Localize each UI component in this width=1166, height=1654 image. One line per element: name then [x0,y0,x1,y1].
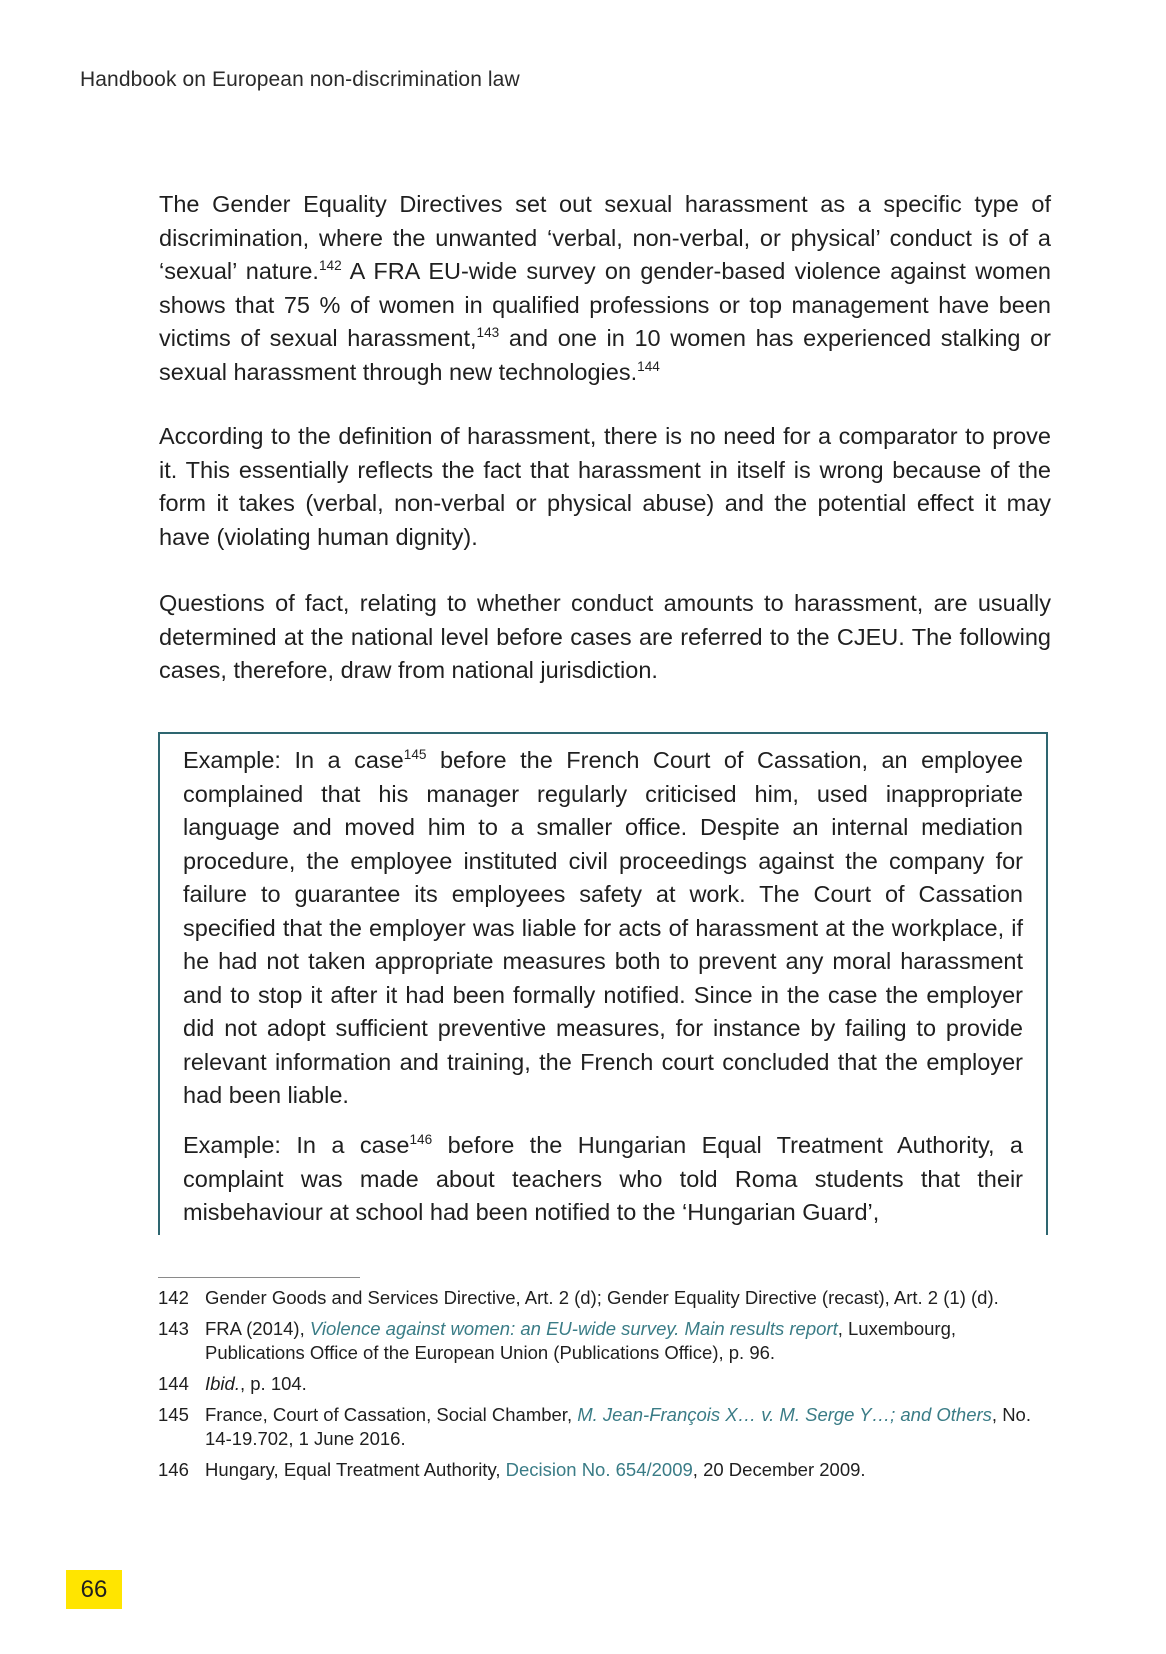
paragraph-text: According to the definition of harassment, there is no need for a comparator to prove it. This essentially reflects the fact that harassment in itself is wrong because of the form it takes (verbal, non-verbal or physical abuse) and the potential effect it may have (violating human dignity). [159,423,1051,550]
example-prefix: Example: In a case [183,747,404,773]
footnotes [158,1286,1058,1489]
footnote-143 [158,1317,1058,1365]
footnote-number: 144 [158,1373,189,1394]
footnote-text: Gender Goods and Services Directive, Art. 2 (d); Gender Equality Directive (recast), Art. 2 (1) (d). [205,1287,999,1308]
running-header: Handbook on European non-discrimination law [80,68,520,91]
paragraph-3 [159,587,1051,688]
footnote-number: 145 [158,1404,189,1425]
footnote-145 [158,1403,1058,1451]
footnote-ref-142[interactable]: 142 [318,258,342,274]
footnote-ref-143[interactable]: 143 [476,325,500,341]
footnote-ibid: Ibid. [205,1373,240,1394]
footnote-ref-145[interactable]: 145 [403,747,427,763]
example-text: before the French Court of Cassation, an employee complained that his manager regularly criticised him, used inappropriate language and moved him to a smaller office. Despite an internal mediation procedure, the employee instituted civil proceedings against the company for failure to guarantee its employees safety at work. The Court of Cassation specified that the employer was liable for acts of harassment at the workplace, if he had not taken appropriate measures both to prevent any moral harassment and to stop it after it had been formally notified. Since in the case the employer did not adopt sufficient preventive measures, for instance by failing to provide relevant information and training, the French court concluded that the employer had been liable. [183,747,1023,1108]
footnote-ref-146[interactable]: 146 [409,1132,433,1148]
footnote-number: 143 [158,1318,189,1339]
example-french-court [183,744,1023,1113]
paragraph-text: and one in 10 women has experienced stalking or sexual harassment through new technologies. [159,325,1051,385]
footnote-text: , No. 14-19.702, 1 June 2016. [205,1404,1031,1449]
footnote-144 [158,1372,1058,1396]
footnote-number: 146 [158,1459,189,1480]
paragraph-text: Questions of fact, relating to whether conduct amounts to harassment, are usually determined at the national level before cases are referred to the CJEU. The following cases, therefore, draw from national jurisdiction. [159,590,1051,683]
example-text: before the Hungarian Equal Treatment Authority, a complaint was made about teachers who told Roma students that their misbehaviour at school had been notified to the ‘Hungarian Guard’, [183,1132,1023,1225]
paragraph-2 [159,420,1051,554]
footnote-text: FRA (2014), [205,1318,310,1339]
footnote-link-fra-report[interactable]: Violence against women: an EU-wide survey. Main results report [309,1318,838,1339]
paragraph-text: A FRA EU-wide survey on gender-based violence against women shows that 75 % of women in qualified professions or top management have been victims of sexual harassment, [159,258,1051,351]
example-hungarian-authority [183,1129,1023,1230]
paragraph-1 [159,188,1051,389]
example-box [158,732,1048,1235]
footnote-text: , p. 104. [239,1373,307,1394]
footnote-link-hungarian-decision[interactable]: Decision No. 654/2009 [505,1459,693,1480]
footnote-text: Hungary, Equal Treatment Authority, [205,1459,506,1480]
footnote-146 [158,1458,1058,1482]
footnote-142 [158,1286,1058,1310]
footnote-divider [158,1277,360,1278]
page-number-badge: 66 [66,1570,122,1609]
paragraph-text: The Gender Equality Directives set out sexual harassment as a specific type of discrimination, where the unwanted ‘verbal, non-verbal, or physical’ conduct is of a ‘sexual’ nature. [159,191,1051,284]
example-prefix: Example: In a case [183,1132,410,1158]
footnote-link-french-case[interactable]: M. Jean-François X… v. M. Serge Y…; and Others [577,1404,992,1425]
footnote-number: 142 [158,1287,189,1308]
footnote-text: , 20 December 2009. [692,1459,866,1480]
footnote-ref-144[interactable]: 144 [637,358,660,374]
footnote-text: France, Court of Cassation, Social Chamber, [205,1404,578,1425]
footnote-text: , Luxembourg, Publications Office of the European Union (Publications Office), p. 96. [205,1318,956,1363]
